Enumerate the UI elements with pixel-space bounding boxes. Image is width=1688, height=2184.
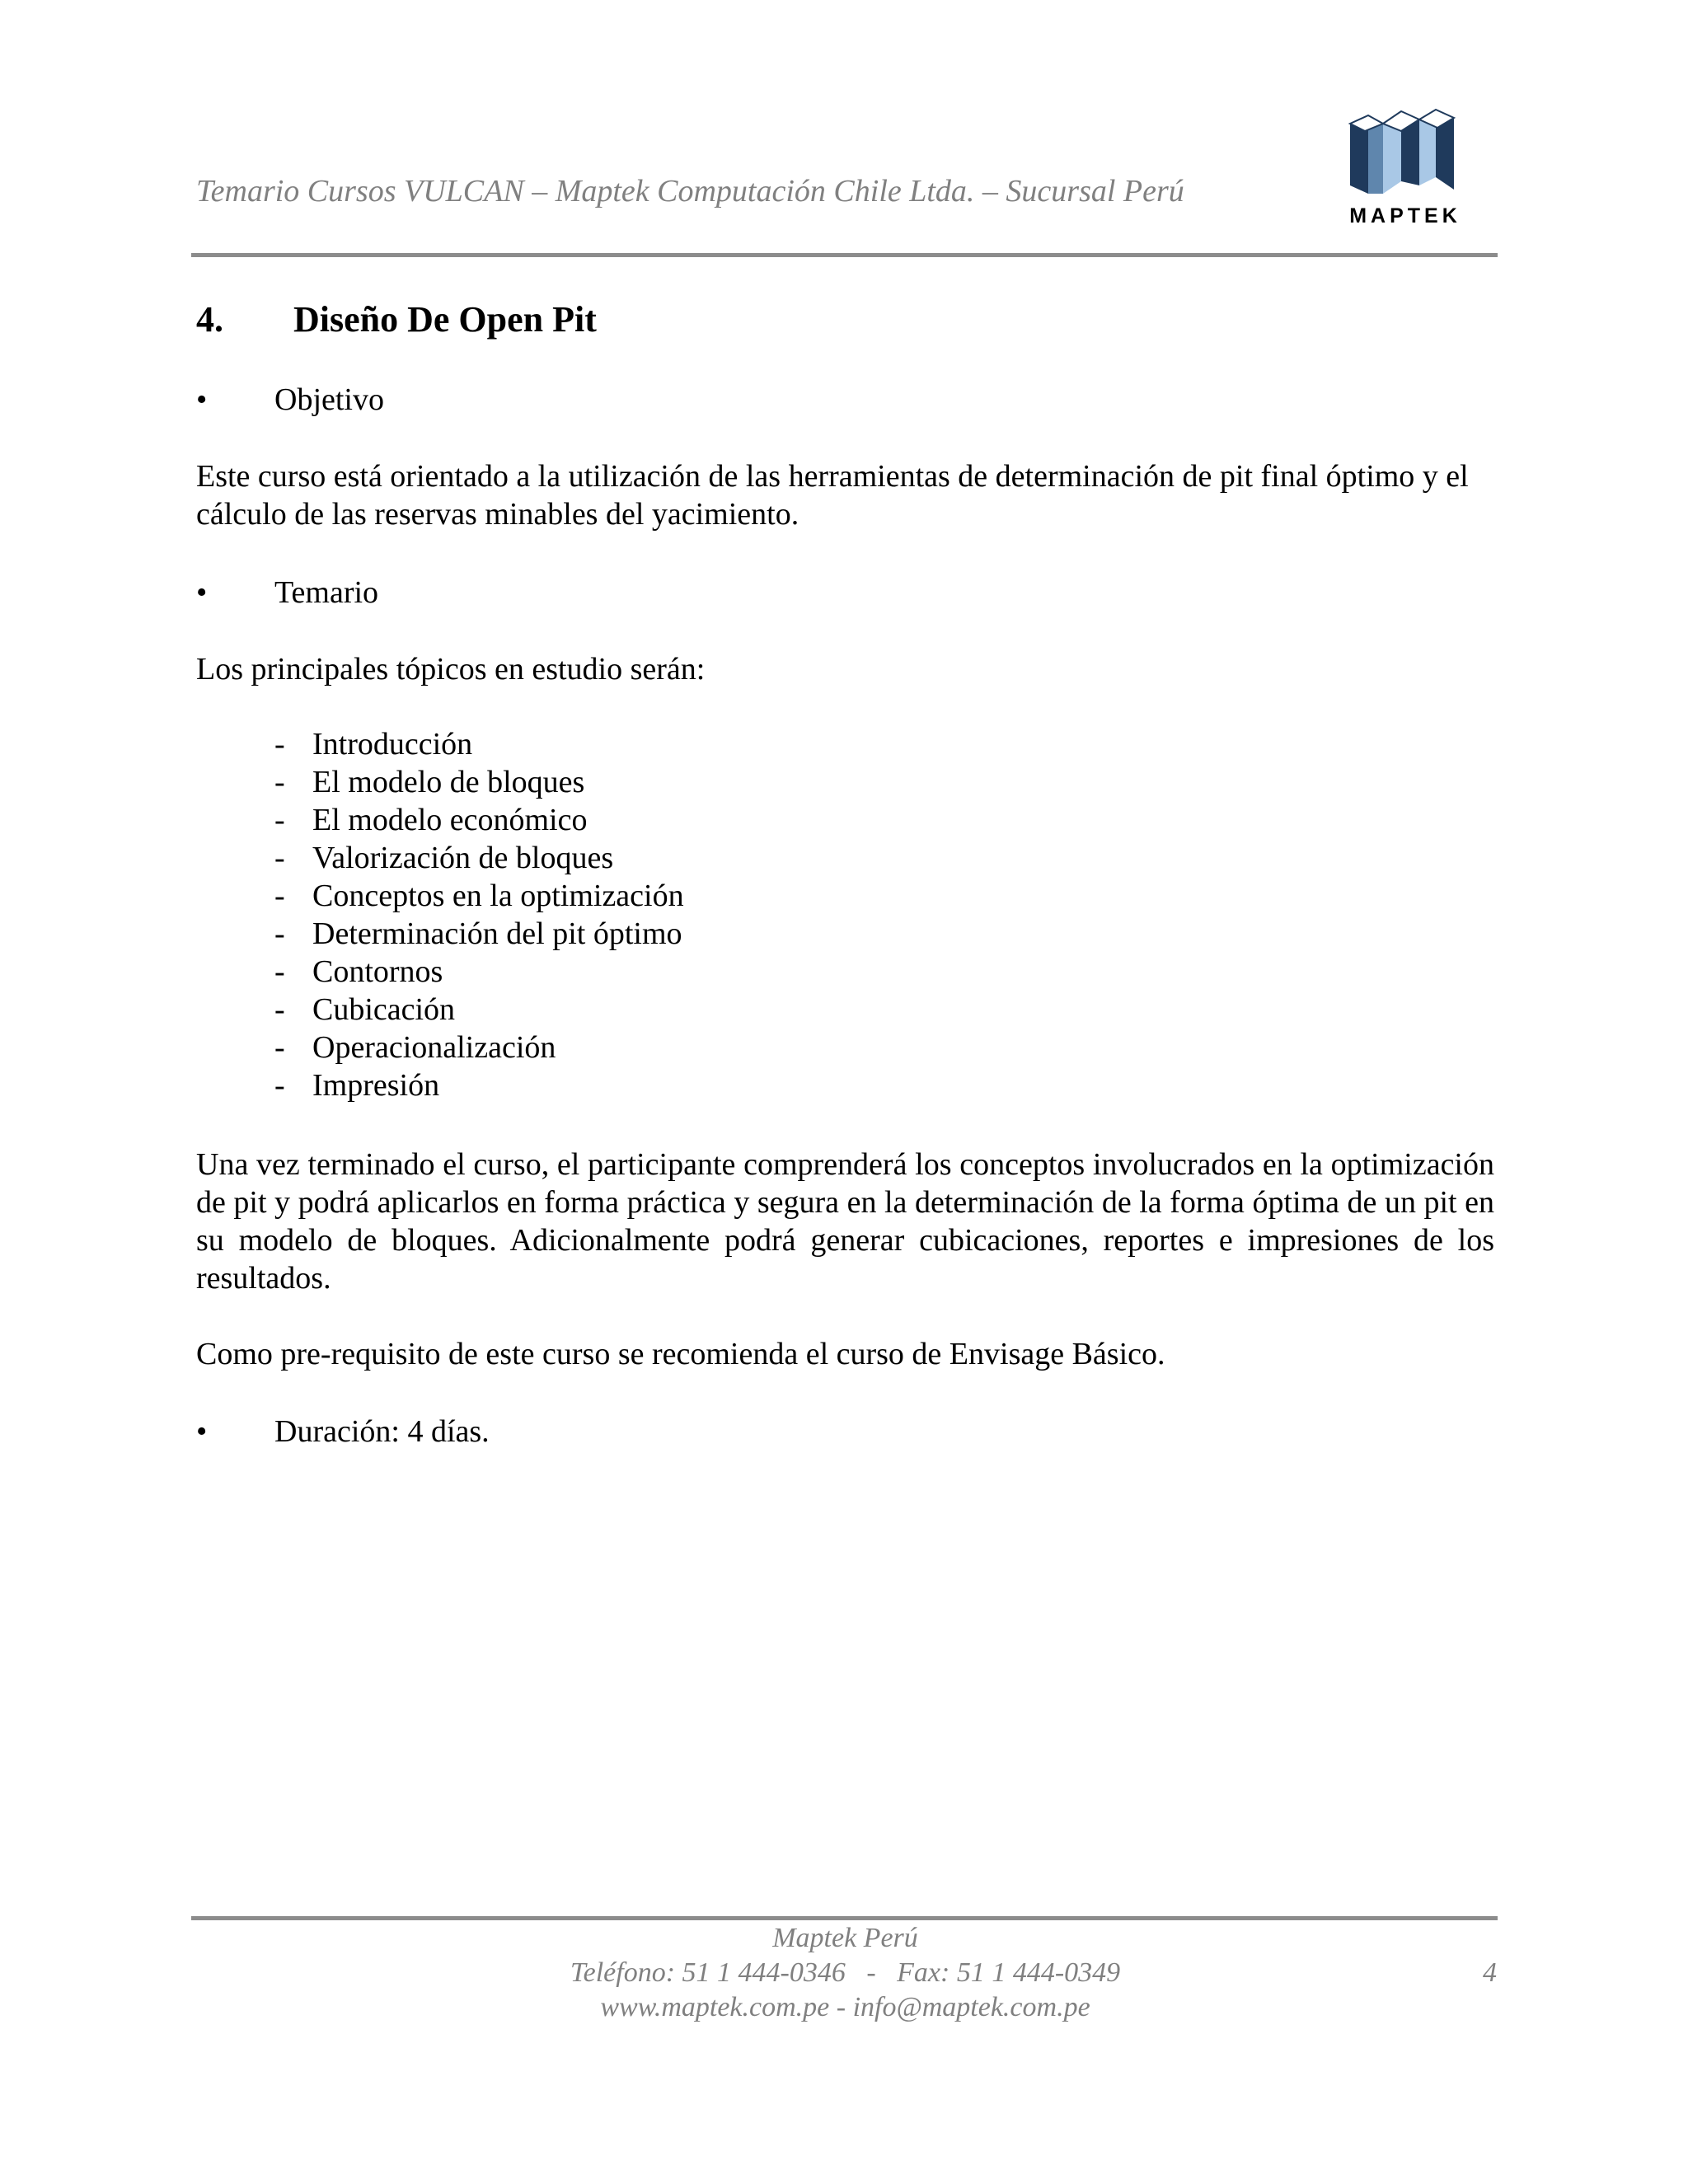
topics-list	[274, 725, 684, 1104]
list-item: - Operacionalización	[274, 1030, 556, 1065]
objetivo-bullet	[196, 382, 384, 418]
bullet-icon: •	[196, 575, 208, 610]
section-number: 4.	[196, 299, 223, 340]
footer-company: Maptek Perú	[772, 1923, 918, 1953]
temario-intro: Los principales tópicos en estudio serán:	[196, 652, 706, 687]
page-number: 4	[1483, 1957, 1497, 1988]
bullet-icon: •	[196, 382, 208, 417]
footer-divider	[191, 1916, 1498, 1920]
list-item: - Introducción	[274, 727, 473, 762]
objetivo-label: Objetivo	[274, 382, 384, 417]
list-item: - El modelo económico	[274, 803, 588, 837]
duration-text: Duración: 4 días.	[274, 1414, 490, 1449]
temario-bullet	[196, 574, 378, 611]
section-heading	[196, 298, 597, 340]
bullet-icon: •	[196, 1414, 208, 1449]
conclusion-paragraph: Una vez terminado el curso, el participante comprenderá los conceptos involucrados en la optimización de pit y podrá aplicarlos en forma práctica y segura en la determinación de la forma óptima de un pit en su modelo de bloques. Adicionalmente podrá generar cubicaciones, reportes e impresiones de los resultados.	[196, 1147, 1494, 1296]
maptek-logo-icon	[1343, 103, 1467, 206]
section-title: Diseño De Open Pit	[293, 299, 597, 340]
list-item: - Contornos	[274, 954, 443, 989]
list-item: - Determinación del pit óptimo	[274, 916, 682, 951]
footer-web: www.maptek.com.pe - info@maptek.com.pe	[600, 1992, 1090, 2022]
list-item: - Impresión	[274, 1068, 440, 1103]
temario-label: Temario	[274, 575, 379, 610]
logo-wordmark: MAPTEK	[1349, 204, 1461, 227]
header-title: Temario Cursos VULCAN – Maptek Computación Chile Ltda. – Sucursal Perú	[196, 174, 1184, 209]
prerequisite-paragraph: Como pre-requisito de este curso se recomienda el curso de Envisage Básico.	[196, 1337, 1165, 1371]
objetivo-text: Este curso está orientado a la utilización de las herramientas de determinación de pit final óptimo y el cálculo de las reservas minables del yacimiento.	[196, 459, 1469, 532]
duration-bullet	[196, 1413, 490, 1450]
list-item: - Valorización de bloques	[274, 841, 614, 875]
footer-contact: Teléfono: 51 1 444-0346 - Fax: 51 1 444-0349	[570, 1957, 1121, 1988]
header-divider	[191, 253, 1498, 257]
list-item: - El modelo de bloques	[274, 765, 585, 799]
list-item: - Conceptos en la optimización	[274, 879, 684, 913]
list-item: - Cubicación	[274, 992, 456, 1027]
